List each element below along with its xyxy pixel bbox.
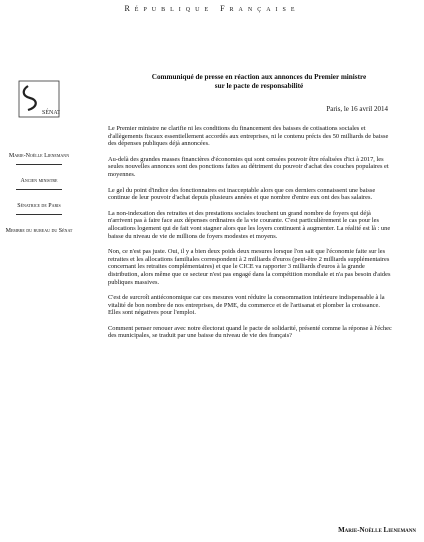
page-header: République Française — [124, 4, 300, 13]
senat-logo — [18, 80, 60, 118]
senat-emblem-icon — [18, 80, 60, 118]
sidebar-divider — [16, 214, 62, 215]
signature: Marie-Noëlle Lienemann — [338, 526, 416, 534]
sidebar-divider — [16, 164, 62, 165]
paragraph: Au-delà des grandes masses financières d'économies qui sont censées pouvoir être réalisées d'ici à 2017, les seules nouvelles annonces sont des ponctions faites au détriment du pouvoir d'achat des couches populaires et moyennes. — [108, 155, 389, 178]
sidebar-membership: Membre du bureau du Sénat — [5, 228, 73, 234]
paragraph: Non, ce n'est pas juste. Oui, il y a bien deux poids deux mesures lorsque l'on sait que l'économie faite sur les retraites et les allocations familiales correspondent à 2 milliards d'euros (peut-être 2 milliards supplémentaires concernant les retraites complémentaires) et que le CICE va rapporter 3 milliards d'euros à la grande distribution, alors même que ce secteur n'est pas engagé dans la compétition mondiale et n'a pas besoin d'aides publiques massives. — [108, 248, 391, 286]
document-date: Paris, le 16 avril 2014 — [326, 105, 388, 113]
sidebar — [0, 152, 78, 235]
title-line-1: Communiqué de presse en réaction aux annonces du Premier ministre — [151, 73, 367, 81]
paragraph: Comment penser renouer avec notre électorat quand le pacte de solidarité, présenté comme la réponse à l'échec des municipales, se traduit par une baisse du niveau de vie des français? — [108, 324, 392, 340]
sidebar-name: Marie-Noëlle Lienemann — [8, 153, 70, 159]
logo-text: SÉNAT — [42, 110, 60, 116]
document-title — [100, 73, 418, 91]
document-body — [108, 125, 394, 348]
paragraph: Le gel du point d'indice des fonctionnaires est inacceptable alors que ces derniers connaissent une baisse continue de leur pouvoir d'achat depuis plusieurs années et que nombre d'entre eux ont des bas salaires. — [108, 186, 376, 202]
sidebar-divider — [16, 189, 62, 190]
paragraph: C'est de surcroît antiéconomique car ces mesures vont réduire la consommation intérieure indispensable à la vitalité de bon nombre de nos entreprises, de PME, du commerce et de l'artisanat et plomber la croissance. Elles sont négatives pour l'emploi. — [108, 294, 385, 317]
paragraph: La non-indexation des retraites et des prestations sociales touchent un grand nombre de foyers qui déjà n'arrivent pas à faire face aux dépenses ordinaires de la vie courante. C'est particulièrement le cas pour les allocations logement qui de fait vont stagner alors que les loyers continuent à augmenter. La réalité est là : une baisse du niveau de vie de millions de foyers modestes et moyens. — [108, 209, 391, 240]
paragraph: Le Premier ministre ne clarifie ni les conditions du financement des baisses de cotisations sociales et d'allègements fiscaux essentiellement accordés aux entreprises, ni le contenu précis des 50 milliards de baisse des dépenses publiques déjà annoncées. — [108, 125, 389, 148]
title-line-2: sur le pacte de responsabilité — [214, 82, 304, 90]
sidebar-position: Sénatrice de Paris — [17, 203, 61, 209]
sidebar-role: Ancien ministre — [20, 178, 58, 184]
